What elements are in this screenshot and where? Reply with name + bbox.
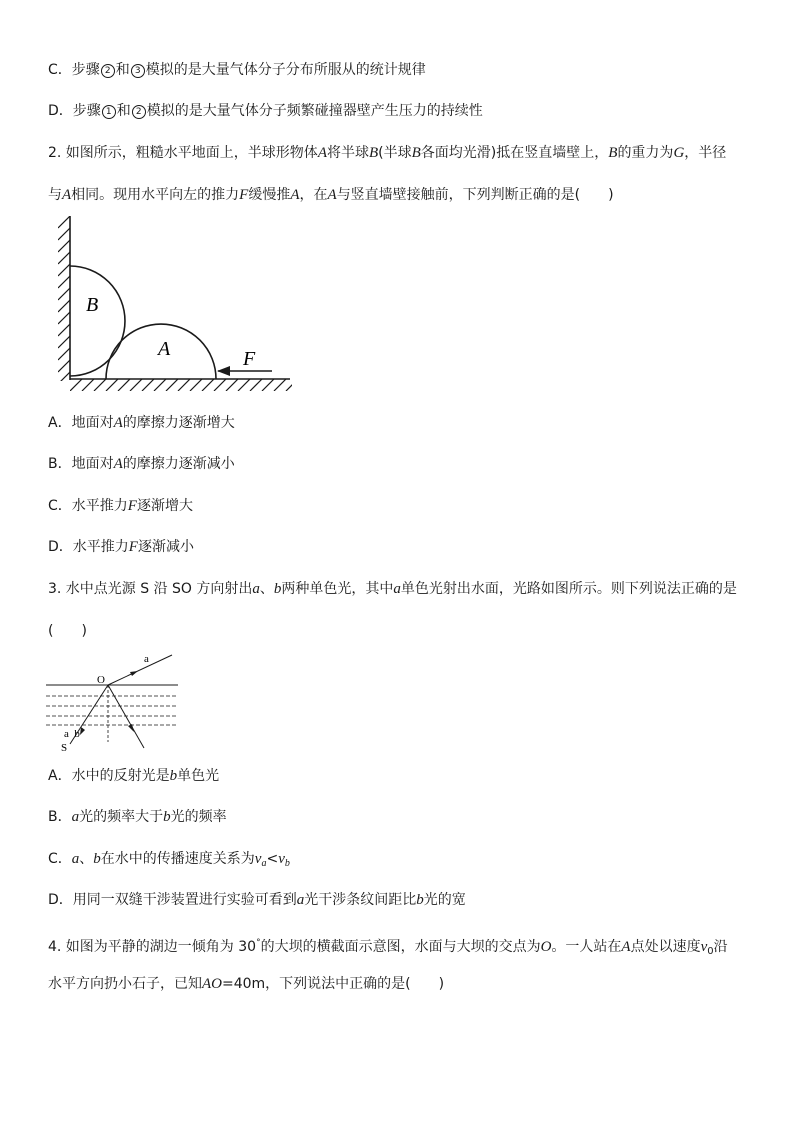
q2-option-b: B．地面对A的摩擦力逐渐减小 xyxy=(48,456,235,472)
q2-option-a: A．地面对A的摩擦力逐渐增大 xyxy=(48,415,235,431)
floor-hatching xyxy=(70,379,298,391)
label-f: F xyxy=(243,348,256,370)
circled-number: 2 xyxy=(132,105,146,119)
q4-stem-line-2: 水平方向扔小石子，已知AO=40m，下列说法中正确的是( ) xyxy=(48,976,445,992)
refracted-ray-a xyxy=(108,655,172,685)
q2-stem-line-1: 2. 如图所示，粗糙水平地面上，半球形物体A将半球B(半球B各面均光滑)抵在竖直墙壁上，B的重力为G，半径 xyxy=(48,145,727,161)
q3-option-b: B．a光的频率大于b光的频率 xyxy=(48,809,227,825)
q3-stem-line-1: 3. 水中点光源 S 沿 SO 方向射出a、b两种单色光，其中a单色光射出水面，光路如图所示。则下列说法正确的是 xyxy=(48,581,737,597)
option-d-prev: D．步骤 1 和 2 模拟的是大量气体分子频繁碰撞器壁产生压力的持续性 xyxy=(48,103,483,119)
q2-figure xyxy=(40,214,300,392)
label-a-b: a b xyxy=(64,728,80,740)
label-a: A xyxy=(158,338,171,360)
label-s: S xyxy=(61,742,68,754)
q3-option-a: A．水中的反射光是b单色光 xyxy=(48,768,220,784)
wall-hatching xyxy=(58,216,70,384)
circled-number: 2 xyxy=(101,64,115,78)
q3-option-c: C．a、b在水中的传播速度关系为$v_a<v_b$ xyxy=(48,851,290,869)
force-arrowhead xyxy=(217,366,230,376)
hemisphere-b xyxy=(70,266,125,376)
q2-option-c: C．水平推力F逐渐增大 xyxy=(48,498,193,514)
label-b: B xyxy=(86,294,99,316)
q2-option-d: D．水平推力F逐渐减小 xyxy=(48,539,194,555)
q3-option-d: D．用同一双缝干涉装置进行实验可看到a光干涉条纹间距比b光的宽 xyxy=(48,892,466,908)
q3-stem-line-2: ( ) xyxy=(48,623,87,639)
refracted-arrow xyxy=(130,671,138,676)
q2-stem-line-2: 与A相同。现用水平向左的推力F缓慢推A，在A与竖直墙壁接触前，下列判断正确的是( ) xyxy=(48,187,614,203)
circled-number: 1 xyxy=(102,105,116,119)
reflected-ray xyxy=(108,685,144,748)
option-c-prev: C．步骤 2 和 3 模拟的是大量气体分子分布所服从的统计规律 xyxy=(48,62,426,78)
q4-stem-line-1: 4. 如图为平静的湖边一倾角为 30°的大坝的横截面示意图，水面与大坝的交点为O。一人站在A点处以速度$v_0$沿 xyxy=(48,938,728,957)
label-a-ray: a xyxy=(144,653,149,665)
q3-figure xyxy=(44,648,184,754)
label-o: O xyxy=(97,674,105,686)
circled-number: 3 xyxy=(131,64,145,78)
